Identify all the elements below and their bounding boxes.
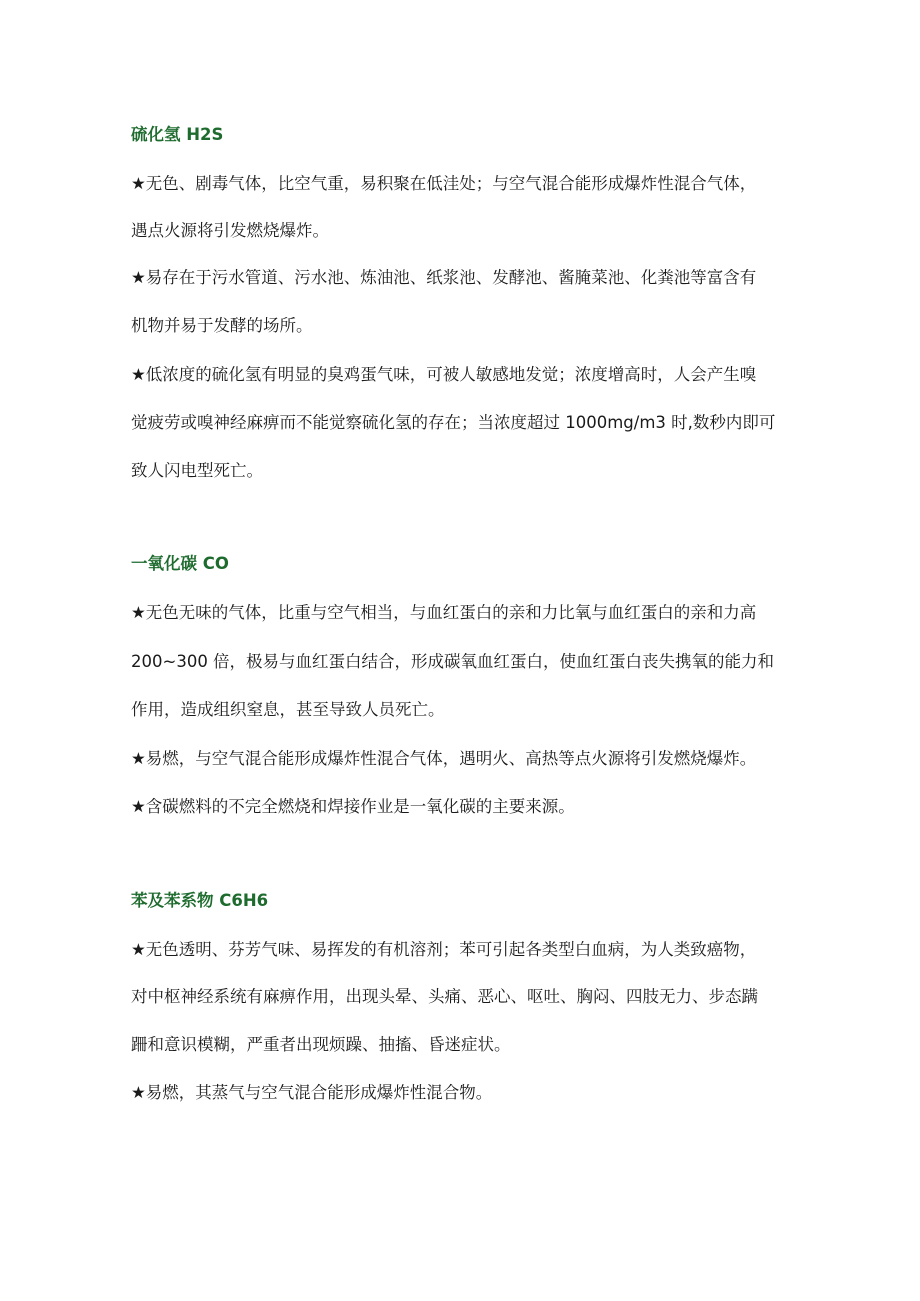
- paragraph-line: 对中枢神经系统有麻痹作用，出现头晕、头痛、恶心、呕吐、胸闷、四肢无力、步态蹒: [131, 987, 758, 1006]
- paragraph-line: ★易存在于污水管道、污水池、炼油池、纸浆池、发酵池、酱腌菜池、化粪池等富含有: [131, 268, 757, 287]
- paragraph-line: ★易燃，与空气混合能形成爆炸性混合气体，遇明火、高热等点火源将引发燃烧爆炸。: [131, 749, 757, 768]
- paragraph-line: ★低浓度的硫化氢有明显的臭鸡蛋气味，可被人敏感地发觉；浓度增高时，人会产生嗅: [131, 365, 757, 384]
- paragraph-line: 觉疲劳或嗅神经麻痹而不能觉察硫化氢的存在；当浓度超过 1000mg/m3 时,数秒内即可: [131, 413, 776, 432]
- paragraph-line: ★含碳燃料的不完全燃烧和焊接作业是一氧化碳的主要来源。: [131, 797, 575, 816]
- paragraph-line: 200~300 倍，极易与血红蛋白结合，形成碳氧血红蛋白，使血红蛋白丧失携氧的能力和: [131, 652, 775, 671]
- paragraph-line: ★无色无味的气体，比重与空气相当，与血红蛋白的亲和力比氧与血红蛋白的亲和力高: [131, 603, 757, 622]
- paragraph-line: 作用，造成组织窒息，甚至导致人员死亡。: [131, 700, 445, 719]
- section-title: 硫化氢 H2S: [131, 125, 224, 144]
- paragraph-line: ★易燃，其蒸气与空气混合能形成爆炸性混合物。: [131, 1083, 493, 1102]
- section-title: 苯及苯系物 C6H6: [131, 891, 269, 910]
- paragraph-line: 跚和意识模糊，严重者出现烦躁、抽搐、昏迷症状。: [131, 1035, 511, 1054]
- paragraph-line: 致人闪电型死亡。: [131, 461, 263, 480]
- paragraph-line: 机物并易于发酵的场所。: [131, 316, 313, 335]
- paragraph-line: ★无色、剧毒气体，比空气重，易积聚在低洼处；与空气混合能形成爆炸性混合气体，: [131, 174, 757, 193]
- paragraph-line: ★无色透明、芬芳气味、易挥发的有机溶剂；苯可引起各类型白血病，为人类致癌物，: [131, 940, 757, 959]
- paragraph-line: 遇点火源将引发燃烧爆炸。: [131, 221, 329, 240]
- section-title: 一氧化碳 CO: [131, 554, 229, 573]
